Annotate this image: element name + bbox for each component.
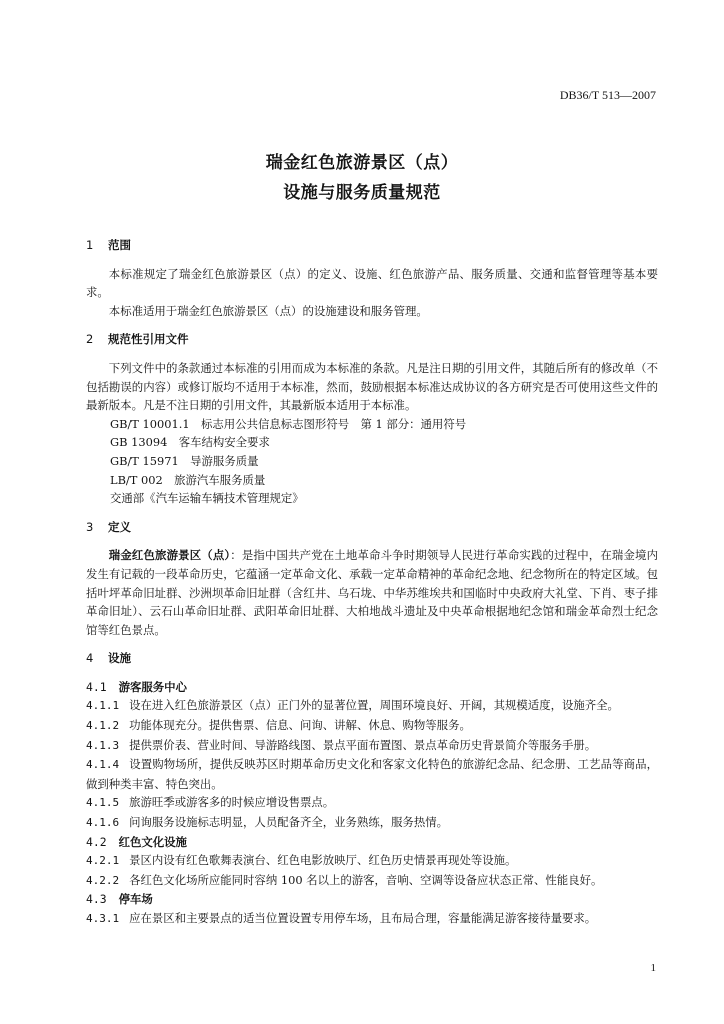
clause-text: 提供票价表、营业时间、导游路线图、景点平面布置图、景点革命历史背景简介等服务手册。	[129, 737, 597, 752]
definition-paragraph	[86, 546, 658, 639]
section-number: 2	[86, 332, 94, 347]
clause-number: 4.1.6	[86, 816, 120, 830]
section-heading-definition	[86, 518, 658, 537]
document-title-line2: 设施与服务质量规范	[283, 183, 441, 203]
subsection-title: 红色文化设施	[118, 834, 187, 849]
clause	[86, 716, 658, 736]
subsection-heading	[86, 890, 658, 909]
definition-text: ：是指中国共产党在土地革命斗争时期领导人民进行革命实践的过程中，在瑞金境内发生有记载的一段革命历史，它蕴涵一定革命文化、承载一定革命精神的革命纪念地、纪念物所在的特定区域。包括叶坪革命旧址群、沙洲坝革命旧址群（含红井、乌石垅、中华苏维埃共和国临时中央政府大礼堂、下肖、枣子排革命旧址）、云石山革命旧址群、武阳革命旧址群、大柏地战斗遗址及中央革命根据地纪念馆和瑞金革命烈士纪念馆等红色景点。	[86, 548, 658, 637]
reference-item: GB/T 15971 导游服务质量	[110, 453, 259, 468]
section-title: 定义	[108, 519, 131, 534]
section-number: 3	[86, 519, 94, 534]
subsection-title: 停车场	[118, 892, 153, 907]
clause-number: 4.2.2	[86, 873, 120, 887]
clause-text: 设置购物场所，提供反映苏区时期革命历史文化和客家文化特色的旅游纪念品、纪念册、工艺品等商品，做到种类丰富、特色突出。	[86, 757, 658, 791]
section-heading-scope	[86, 236, 658, 255]
clause-number: 4.1.4	[86, 758, 120, 772]
section-number: 1	[86, 238, 94, 252]
section-title: 设施	[108, 651, 131, 666]
subsection-number: 4.3	[86, 892, 107, 907]
clause	[86, 793, 658, 813]
clause	[86, 871, 658, 891]
clause-text: 旅游旺季或游客多的时候应增设售票点。	[129, 795, 335, 810]
reference-item: 交通部《汽车运输车辆技术管理规定》	[110, 491, 304, 506]
paragraph: 本标准适用于瑞金红色旅游景区（点）的设施建设和服务管理。	[108, 303, 428, 318]
clause-text: 应在景区和主要景点的适当位置设置专用停车场，且布局合理，容量能满足游客接待量要求。	[129, 911, 597, 925]
clause-text: 各红色文化场所应能同时容纳 100 名以上的游客，音响、空调等设备应状态正常、性能良好。	[129, 872, 603, 887]
subsection-heading	[86, 833, 658, 852]
section-title: 规范性引用文件	[108, 332, 189, 347]
clause-text: 景区内设有红色歌舞表演台、红色电影放映厅、红色历史情景再现处等设施。	[129, 853, 517, 868]
page-number: 1	[650, 962, 656, 974]
clause-number: 4.2.1	[86, 854, 120, 868]
subsection-number: 4.2	[86, 834, 107, 849]
document-body	[86, 236, 658, 929]
subsection-number: 4.1	[86, 679, 107, 694]
definition-term: 瑞金红色旅游景区（点）	[108, 548, 231, 563]
section-heading-normative-references	[86, 330, 658, 349]
section-title: 范围	[108, 238, 131, 252]
clause	[86, 813, 658, 833]
subsection-title: 游客服务中心	[118, 679, 187, 694]
clause-text: 设在进入红色旅游景区（点）正门外的显著位置，周围环境良好、开阔，其规模适度，设施齐全。	[129, 698, 619, 713]
paragraph: 下列文件中的条款通过本标准的引用而成为本标准的条款。凡是注日期的引用文件，其随后所有的修改单（不包括勘误的内容）或修订版均不适用于本标准，然而，鼓励根据本标准达成协议的各方研究是否可使用这些文件的最新版本。凡是不注日期的引用文件，其最新版本适用于本标准。	[86, 360, 658, 413]
clause	[86, 736, 658, 756]
clause-number: 4.3.1	[86, 912, 120, 925]
clause-text: 问询服务设施标志明显，人员配备齐全，业务熟练，服务热情。	[129, 815, 449, 830]
clause-number: 4.1.5	[86, 796, 120, 810]
section-heading-facilities	[86, 649, 658, 668]
reference-item: GB 13094 客车结构安全要求	[110, 435, 270, 450]
clause-number: 4.1.2	[86, 719, 120, 733]
clause	[86, 755, 658, 793]
clause	[86, 909, 658, 929]
clause-number: 4.1.3	[86, 738, 120, 752]
document-title-line1: 瑞金红色旅游景区（点）	[265, 153, 459, 173]
reference-item: LB/T 002 旅游汽车服务质量	[110, 472, 266, 487]
standard-code: DB36/T 513—2007	[559, 88, 656, 102]
clause	[86, 696, 658, 716]
clause-number: 4.1.1	[86, 699, 120, 713]
paragraph: 本标准规定了瑞金红色旅游景区（点）的定义、设施、红色旅游产品、服务质量、交通和监督管理等基本要求。	[86, 266, 658, 300]
reference-item: GB/T 10001.1 标志用公共信息标志图形符号 第 1 部分：通用符号	[110, 416, 467, 431]
subsection-heading	[86, 678, 658, 697]
section-number: 4	[86, 651, 94, 666]
clause-text: 功能体现充分。提供售票、信息、问询、讲解、休息、购物等服务。	[129, 718, 471, 733]
clause	[86, 851, 658, 871]
